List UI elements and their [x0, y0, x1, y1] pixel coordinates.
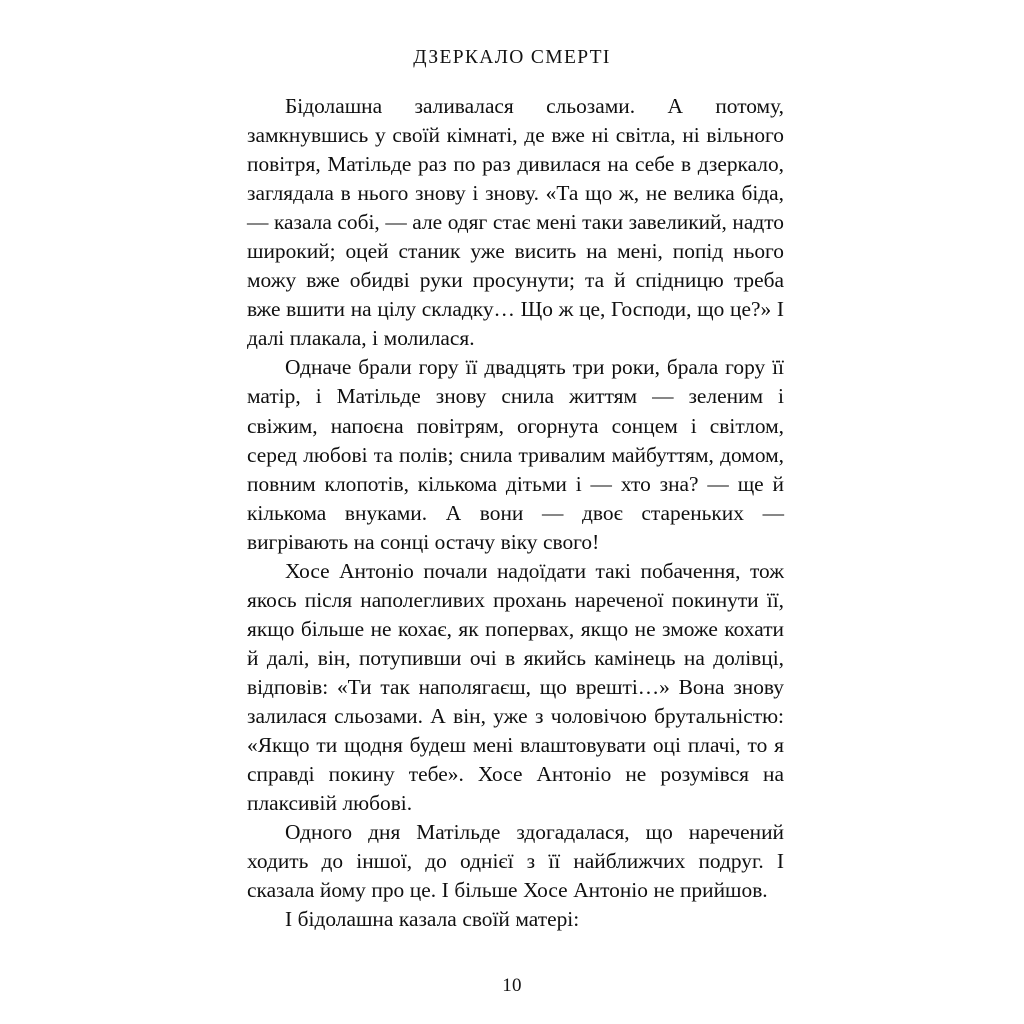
- paragraph: Одного дня Матільде здогадалася, що наречений ходить до іншої, до однієї з її найближчих подруг. І сказала йому про це. І більше Хосе Антоніо не прийшов.: [247, 820, 784, 903]
- paragraph: І бідолашна казала своїй матері:: [285, 907, 580, 932]
- running-head: ДЗЕРКАЛО СМЕРТІ: [413, 47, 611, 68]
- paragraph: Одначе брали гору її двадцять три роки, брала гору її матір, і Матільде знову снила життям — зеленим і свіжим, напоєна повітрям, огорнута сонцем і світлом, серед любові та полів; снила тривалим майбуттям, домом, повним клопотів, кількома дітьми і — хто зна? — ще й кількома внуками. А вони — двоє стареньких — вигрівають на сонці остачу віку свого!: [247, 355, 784, 554]
- paragraph: Бідолашна заливалася сльозами. А потому, замкнувшись у своїй кімнаті, де вже ні світла, ні вільного повітря, Матільде раз по раз дивилася на себе в дзеркало, заглядала в нього знову і знову. «Та що ж, не велика біда, — казала собі, — але одяг стає мені таки завеликий, надто широкий; оцей станик уже висить на мені, попід нього можу вже обидві руки просунути; та й спідницю треба вже вшити на цілу складку… Що ж це, Господи, що це?» І далі плакала, і молилася.: [247, 94, 784, 351]
- paragraph: Хосе Антоніо почали надоїдати такі побачення, тож якось після наполегливих прохань нареченої покинути її, якщо більше не кохає, як попервах, якщо не зможе кохати й далі, він, потупивши очі в якийсь камінець на долівці, відповів: «Ти так наполягаєш, що врешті…» Вона знову залилася сльозами. А він, уже з чоловічою брутальністю: «Якщо ти щодня будеш мені влаштовувати оці плачі, то я справді покину тебе». Хосе Антоніо не розумівся на плаксивій любові.: [247, 558, 784, 816]
- page-number: 10: [502, 975, 522, 996]
- body-text-block: [247, 92, 784, 934]
